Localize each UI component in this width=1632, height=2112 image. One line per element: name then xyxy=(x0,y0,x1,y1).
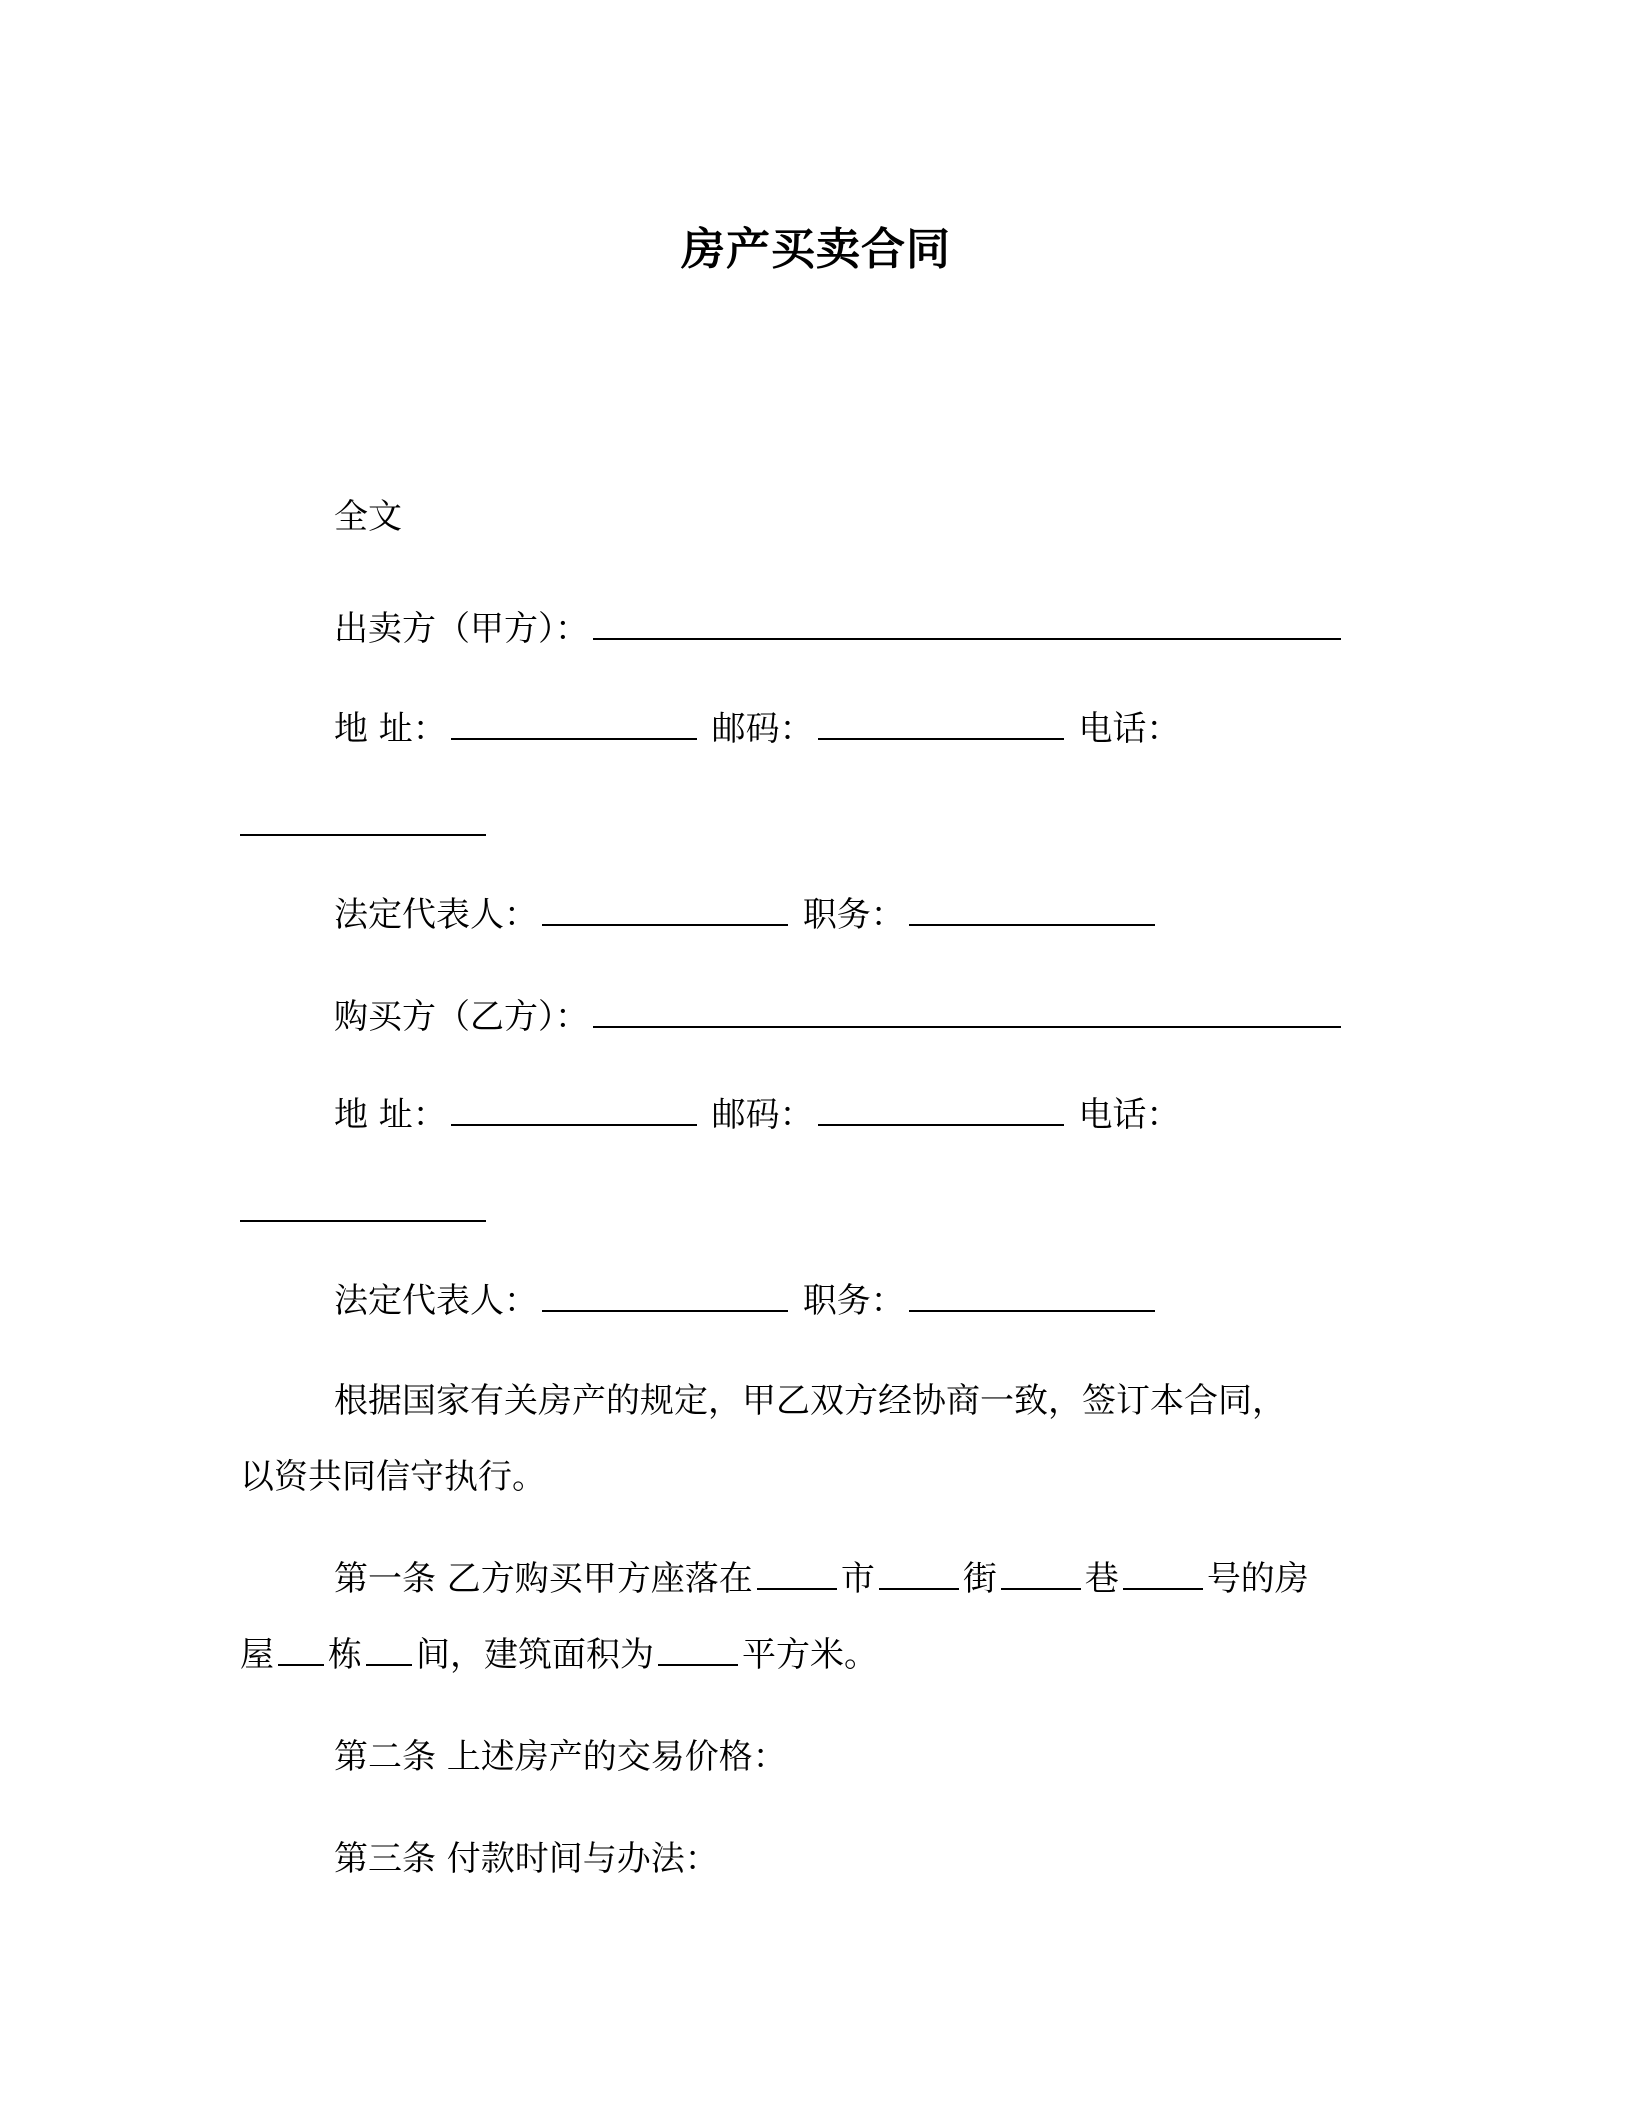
article-1-lane: 巷 xyxy=(1084,1559,1119,1599)
building-blank xyxy=(278,1634,324,1666)
seller-position-label: 职务： xyxy=(802,895,905,935)
article-1-street: 街 xyxy=(962,1559,997,1599)
seller-rep-blank xyxy=(542,894,788,926)
buyer-postcode-label: 邮码： xyxy=(711,1095,814,1135)
buyer-rep-label: 法定代表人： xyxy=(334,1281,538,1321)
preamble-line-2: 以资共同信守执行。 xyxy=(240,1457,546,1497)
article-1-line2-start: 屋 xyxy=(240,1635,274,1675)
preamble-line-1: 根据国家有关房产的规定，甲乙双方经协商一致，签订本合同， xyxy=(334,1381,1286,1421)
buyer-rep-blank xyxy=(542,1280,788,1312)
buyer-phone-blank xyxy=(240,1190,486,1222)
lane-blank xyxy=(1001,1558,1081,1590)
article-3: 第三条 付款时间与办法： xyxy=(334,1839,719,1879)
article-1-prefix: 第一条 乙方购买甲方座落在 xyxy=(334,1559,753,1599)
seller-rep-label: 法定代表人： xyxy=(334,895,538,935)
seller-address-blank xyxy=(451,708,697,740)
article-2: 第二条 上述房产的交易价格： xyxy=(334,1737,787,1777)
buyer-address-label: 地 址： xyxy=(334,1095,447,1135)
seller-name-blank xyxy=(593,608,1341,640)
article-1-number: 号的房 xyxy=(1206,1559,1309,1599)
seller-postcode-label: 邮码： xyxy=(711,709,814,749)
seller-phone-blank xyxy=(240,804,486,836)
document-title: 房产买卖合同 xyxy=(681,224,951,275)
buyer-phone-label: 电话： xyxy=(1078,1095,1181,1135)
street-blank xyxy=(879,1558,959,1590)
buyer-position-label: 职务： xyxy=(802,1281,905,1321)
buyer-name-blank xyxy=(593,996,1341,1028)
article-1-city: 市 xyxy=(840,1559,875,1599)
buyer-address-blank xyxy=(451,1094,697,1126)
number-blank xyxy=(1123,1558,1203,1590)
buyer-party-line xyxy=(334,992,1345,1042)
seller-phone-label: 电话： xyxy=(1078,709,1181,749)
article-1-line-2 xyxy=(240,1630,878,1680)
seller-postcode-blank xyxy=(818,708,1064,740)
seller-address-label: 地 址： xyxy=(334,709,447,749)
buyer-rep-line xyxy=(334,1276,1159,1326)
buyer-party-label: 购买方（乙方）： xyxy=(334,997,589,1037)
seller-party-label: 出卖方（甲方）： xyxy=(334,609,589,649)
room-blank xyxy=(366,1634,412,1666)
seller-party-line xyxy=(334,604,1345,654)
article-1-room: 间，建筑面积为 xyxy=(416,1635,654,1675)
seller-position-blank xyxy=(909,894,1155,926)
seller-rep-line xyxy=(334,890,1159,940)
area-blank xyxy=(658,1634,738,1666)
article-1-line-1 xyxy=(334,1554,1309,1604)
city-blank xyxy=(757,1558,837,1590)
article-1-building: 栋 xyxy=(328,1635,362,1675)
seller-phone-line xyxy=(240,800,490,850)
buyer-postcode-blank xyxy=(818,1094,1064,1126)
buyer-position-blank xyxy=(909,1280,1155,1312)
article-1-unit: 平方米。 xyxy=(742,1635,878,1675)
seller-address-line xyxy=(334,704,1180,754)
section-label: 全文 xyxy=(334,497,402,537)
buyer-phone-line xyxy=(240,1186,490,1236)
buyer-address-line xyxy=(334,1090,1180,1140)
